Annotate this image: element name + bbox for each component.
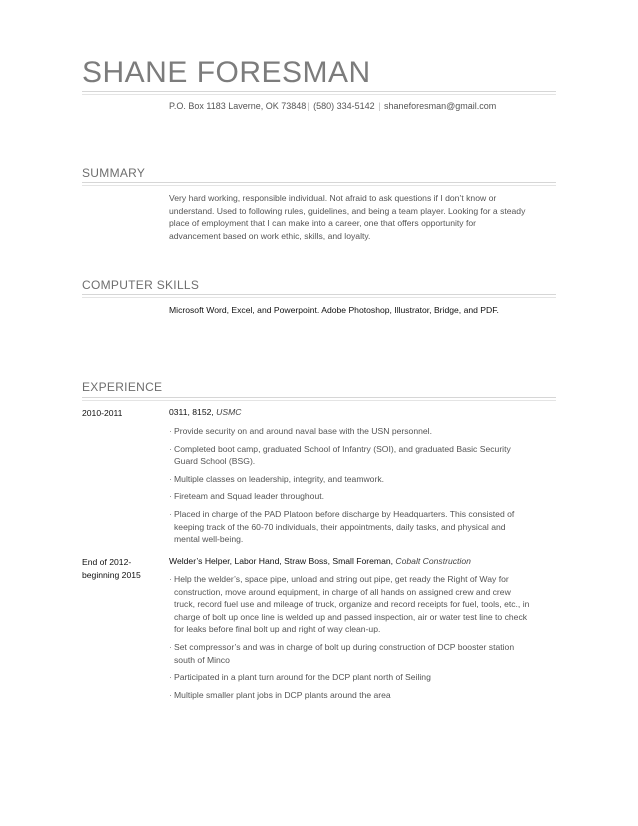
list-item [169, 443, 531, 468]
bullet-text: Multiple smaller plant jobs in DCP plants around the area [174, 689, 391, 700]
email: shaneforesman@gmail.com [384, 101, 497, 111]
bullet-text: Participated in a plant turn around for the DCP plant north of Seiling [174, 672, 431, 683]
bullet-text: Set compressor’s and was in charge of bolt up during construction of DCP booster station south of Minco [174, 641, 515, 665]
summary-divider [82, 182, 556, 186]
list-item [169, 473, 531, 486]
job-title [169, 407, 241, 417]
candidate-name: SHANE FORESMAN [82, 56, 371, 89]
contact-line [169, 101, 496, 111]
job-title [169, 556, 471, 566]
summary-text: Very hard working, responsible individual. Not afraid to ask questions if I don’t know or understand. Used to following rules, guidelines, and being a team player. Looking for a steady place of employment that I can make into a career, one that offers opportunity for advancement based on work ethic, skills, and loyalty. [169, 193, 526, 241]
experience-divider [82, 397, 556, 401]
list-item [169, 573, 531, 636]
job-bullet-list [169, 573, 531, 706]
list-item [169, 490, 531, 503]
experience-heading: EXPERIENCE [82, 380, 163, 394]
bullet-text: Provide security on and around naval base with the USN personnel. [174, 426, 432, 436]
list-item [169, 641, 531, 666]
bullet-text: Fireteam and Squad leader throughout. [174, 491, 325, 502]
bullet-glyph: · [169, 443, 172, 454]
bullet-glyph: · [169, 672, 172, 683]
list-item [169, 508, 531, 546]
contact-separator: | [378, 101, 381, 111]
job-organization: USMC [216, 407, 242, 417]
address: P.O. Box 1183 Laverne, OK 73848 [169, 101, 307, 111]
bullet-glyph: · [169, 641, 172, 652]
job-position: Welder’s Helper, Labor Hand, Straw Boss, Small Foreman, [169, 556, 394, 566]
summary-heading: SUMMARY [82, 166, 146, 180]
job-bullet-list [169, 425, 531, 551]
bullet-text: Multiple classes on leadership, integrity, and teamwork. [174, 473, 385, 484]
bullet-glyph: · [169, 574, 172, 584]
job-date: End of 2012- beginning 2015 [82, 557, 141, 580]
job-organization: Cobalt Construction [395, 556, 471, 566]
job-position: 0311, 8152, [169, 407, 214, 417]
bullet-text: Placed in charge of the PAD Platoon before discharge by Headquarters. This consisted of keeping track of the 60-70 individuals, their appointments, daily tasks, and physical and mental well-being. [174, 508, 515, 545]
list-item [169, 671, 531, 684]
bullet-text: Completed boot camp, graduated School of Infantry (SOI), and graduated Basic Security Guard School (BSG). [174, 443, 511, 467]
skills-heading: COMPUTER SKILLS [82, 278, 200, 292]
bullet-glyph: · [169, 689, 172, 700]
bullet-glyph: · [169, 491, 172, 502]
skills-divider [82, 294, 556, 298]
bullet-glyph: · [169, 426, 172, 436]
bullet-text: Help the welder’s, space pipe, unload and string out pipe, get ready the Right of Way for construction, move around equipment, in charge of all hands on assigned crew and crew truck, record fuel use and mileage of truck, organize and record receipts for fuel, tools, etc., in charge of bolt up once line is welded up and passed inspection, air or water test line to check for leaks before final bolt up and right of way clean-up. [174, 574, 530, 635]
contact-separator: | [307, 101, 310, 111]
skills-text: Microsoft Word, Excel, and Powerpoint. Adobe Photoshop, Illustrator, Bridge, and PDF. [169, 305, 499, 315]
name-divider [82, 91, 556, 95]
phone: (580) 334-5142 [313, 101, 375, 111]
list-item [169, 425, 531, 438]
job-date: 2010-2011 [82, 408, 123, 418]
bullet-glyph: · [169, 473, 172, 484]
bullet-glyph: · [169, 508, 172, 519]
list-item [169, 689, 531, 702]
